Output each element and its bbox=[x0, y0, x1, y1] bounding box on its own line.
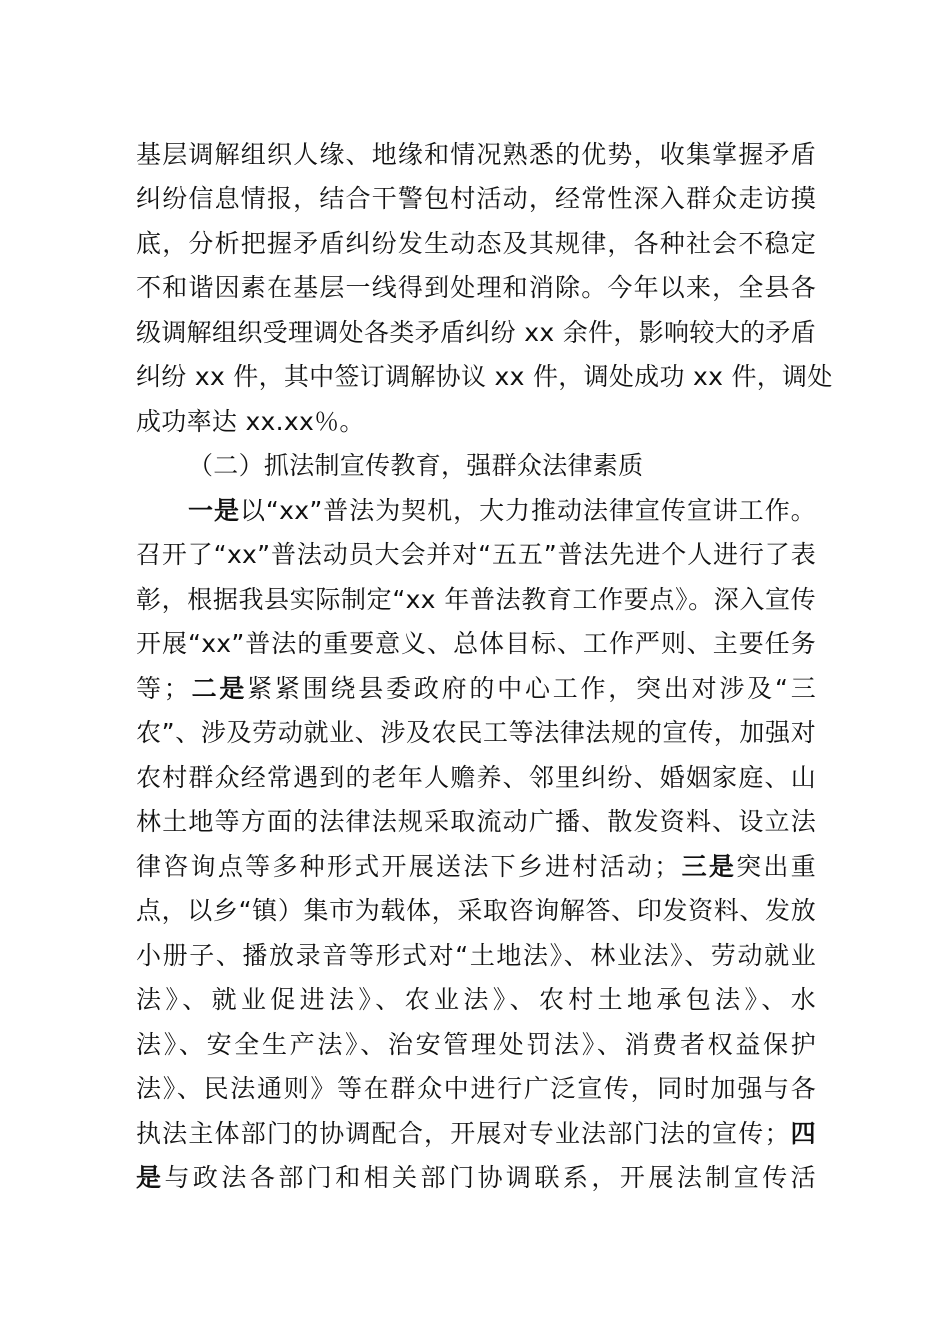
text-segment: 林土地等方面的法律法规采取流动广播、散发资料、设立法 bbox=[136, 807, 816, 836]
section-heading bbox=[188, 444, 816, 488]
bold-lead-two: 二是 bbox=[189, 674, 248, 703]
body-text-line-19 bbox=[136, 934, 816, 978]
body-text-line-2 bbox=[136, 177, 816, 221]
text-segment: 不和谐因素在基层一线得到处理和消除。今年以来，全县各 bbox=[136, 273, 816, 302]
text-segment: 点，以乡“镇）集市为载体，采取咨询解答、印发资料、发放 bbox=[136, 896, 816, 925]
body-text-line-10 bbox=[136, 533, 816, 577]
body-text-line-15 bbox=[136, 756, 816, 800]
text-segment: 法》、就业促进法》、农业法》、农村土地承包法》、水 bbox=[136, 985, 816, 1014]
text-segment: 突出重 bbox=[736, 852, 816, 881]
text-segment: 召开了“xx”普法动员大会并对“五五”普法先进个人进行了表 bbox=[136, 540, 816, 569]
body-text-line-7 bbox=[136, 400, 816, 444]
bold-lead-three: 三是 bbox=[679, 852, 737, 881]
text-segment: 等； bbox=[136, 674, 190, 703]
text-segment: 律咨询点等多种形式开展送法下乡进村活动； bbox=[136, 852, 680, 881]
body-text-line-17 bbox=[136, 845, 816, 889]
body-text-line-4 bbox=[136, 266, 816, 310]
body-text-line-6 bbox=[136, 355, 833, 399]
text-segment: 纠纷信息情报，结合干警包村活动，经常性深入群众走访摸 bbox=[136, 184, 816, 213]
text-segment: 彰，根据我县实际制定“xx 年普法教育工作要点》。深入宣传 bbox=[136, 585, 816, 614]
body-text-line-5 bbox=[136, 311, 816, 355]
bold-lead-one: 一是 bbox=[188, 496, 240, 525]
text-segment: 与政法各部门和相关部门协调联系，开展法制宣传活 bbox=[164, 1163, 816, 1192]
body-text-line-12 bbox=[136, 622, 816, 666]
body-text-line-22 bbox=[136, 1067, 816, 1111]
body-text-line-14 bbox=[136, 711, 816, 755]
text-segment: 法》、民法通则》等在群众中进行广泛宣传，同时加强与各 bbox=[136, 1074, 816, 1103]
text-segment: 小册子、播放录音等形式对“土地法》、林业法》、劳动就业 bbox=[136, 941, 816, 970]
body-text-line-24 bbox=[136, 1156, 816, 1200]
text-segment: 成功率达 xx.xx％。 bbox=[136, 407, 365, 436]
body-text-line-9 bbox=[188, 489, 816, 533]
body-text-line-13 bbox=[136, 667, 816, 711]
body-text-line-23 bbox=[136, 1112, 816, 1156]
text-segment: 开展“xx”普法的重要意义、总体目标、工作严则、主要任务 bbox=[136, 629, 816, 658]
body-text-line-1 bbox=[136, 133, 816, 177]
body-text-line-16 bbox=[136, 800, 816, 844]
heading-text: （二）抓法制宣传教育，强群众法律素质 bbox=[188, 451, 644, 480]
text-segment: 农村群众经常遇到的老年人赡养、邻里纠纷、婚姻家庭、山 bbox=[136, 763, 816, 792]
text-segment: 以“xx”普法为契机，大力推动法律宣传宣讲工作。 bbox=[239, 496, 816, 525]
text-segment: 法》、安全生产法》、治安管理处罚法》、消费者权益保护 bbox=[136, 1030, 816, 1059]
body-text-line-21 bbox=[136, 1023, 816, 1067]
body-text-line-18 bbox=[136, 889, 816, 933]
text-segment: 级调解组织受理调处各类矛盾纠纷 xx 余件，影响较大的矛盾 bbox=[136, 318, 816, 347]
body-text-line-11 bbox=[136, 578, 816, 622]
text-segment: 底，分析把握矛盾纠纷发生动态及其规律，各种社会不稳定 bbox=[136, 229, 816, 258]
body-text-line-3 bbox=[136, 222, 816, 266]
bold-lead-four-part: 四 bbox=[789, 1119, 816, 1148]
body-text-line-20 bbox=[136, 978, 816, 1022]
text-segment: 紧紧围绕县委政府的中心工作，突出对涉及“三 bbox=[247, 674, 816, 703]
bold-lead-four-part: 是 bbox=[136, 1163, 165, 1192]
text-segment: 农”、涉及劳动就业、涉及农民工等法律法规的宣传，加强对 bbox=[136, 718, 816, 747]
text-segment: 基层调解组织人缘、地缘和情况熟悉的优势，收集掌握矛盾 bbox=[136, 140, 816, 169]
text-segment: 纠纷 xx 件，其中签订调解协议 xx 件，调处成功 xx 件，调处 bbox=[136, 362, 833, 391]
text-segment: 执法主体部门的协调配合，开展对专业法部门法的宣传； bbox=[136, 1119, 790, 1148]
